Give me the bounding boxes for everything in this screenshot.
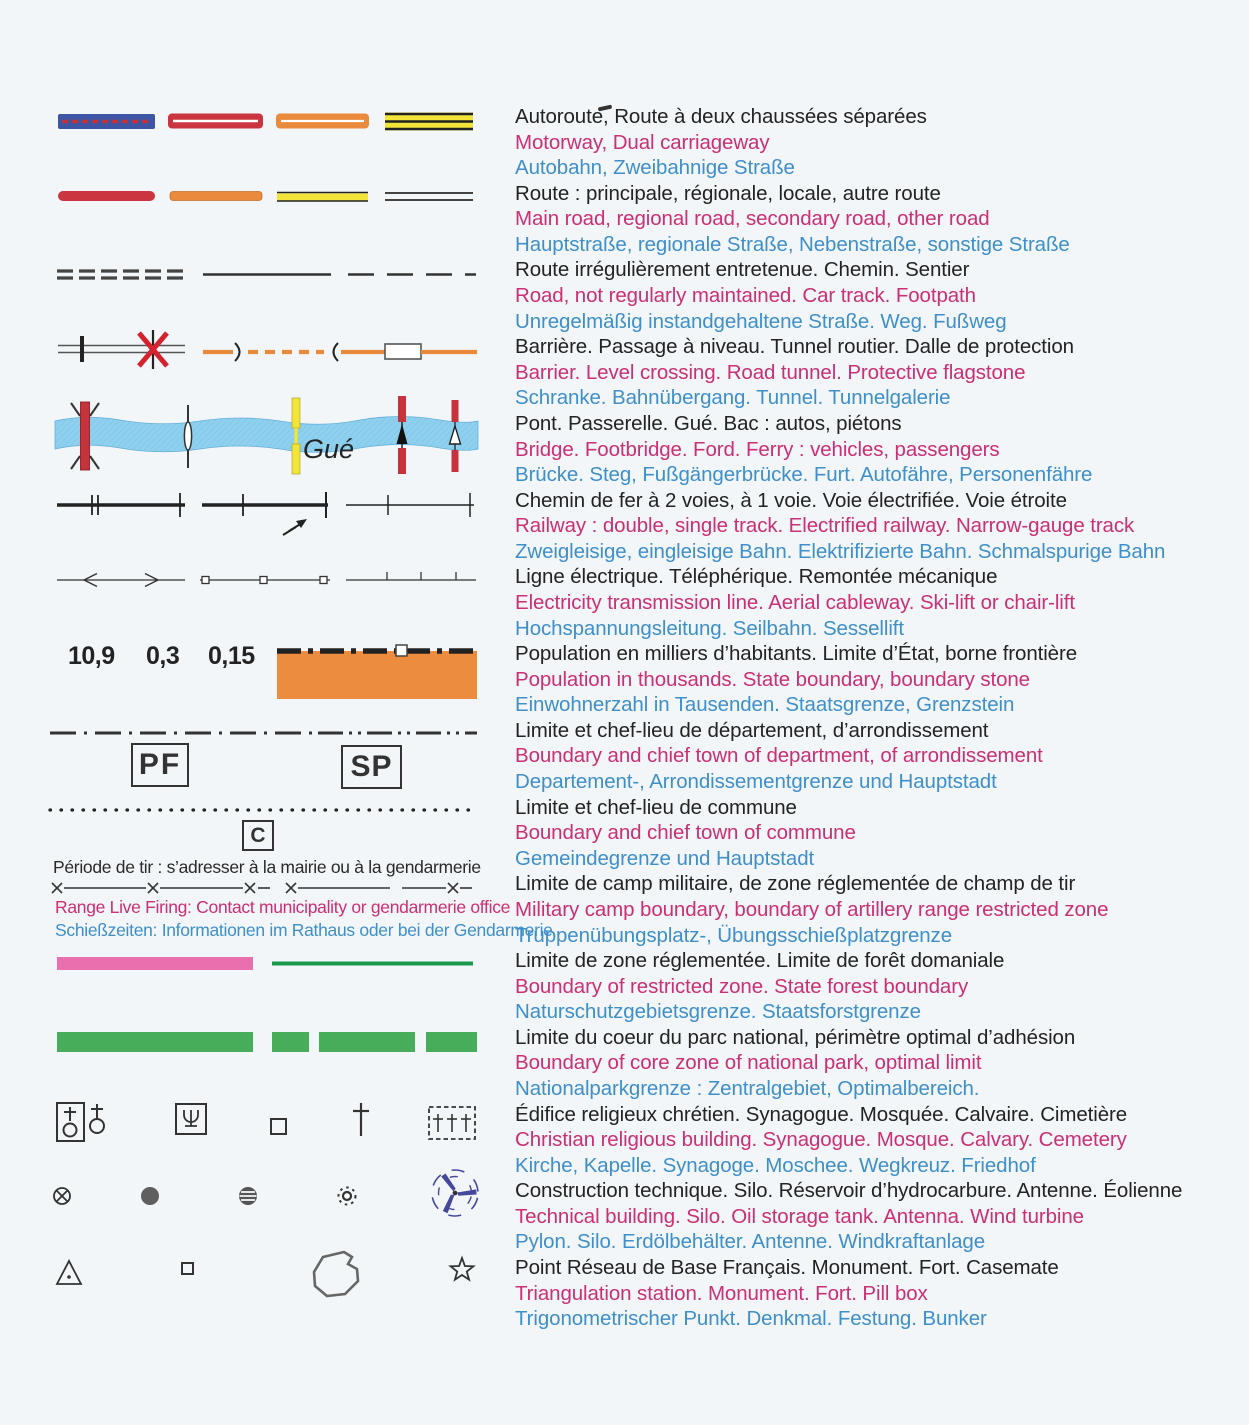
firing-note-fr: Période de tir : s’adresser à la mairie ou à la gendarmerie xyxy=(53,857,481,877)
population-value-small: 0,15 xyxy=(208,642,255,670)
calvary-cross-icon xyxy=(353,1103,369,1136)
legend-line-fr: Édifice religieux chrétien. Synagogue. Mosquée. Calvaire. Cimetière xyxy=(515,1102,1128,1126)
population-value-large: 10,9 xyxy=(68,642,115,670)
legend-line-en: Boundary and chief town of department, of arrondissement xyxy=(515,744,1043,768)
subprefecture-sp-box: SP xyxy=(341,745,402,789)
legend-line-en: Boundary and chief town of commune xyxy=(515,821,856,845)
firing-note-en: Range Live Firing: Contact municipality or gendarmerie office xyxy=(55,897,511,917)
national-park-boundary-icon xyxy=(57,1032,477,1052)
legend-line-de: Nationalparkgrenze : Zentralgebiet, Optimalbereich. xyxy=(515,1076,980,1100)
legend-line-de: Kirche, Kapelle. Synagoge. Moschee. Wegkreuz. Friedhof xyxy=(515,1153,1036,1177)
legend-line-fr: Limite et chef-lieu de commune xyxy=(515,795,797,819)
oil-tank-icon xyxy=(239,1187,257,1205)
legend-line-en: Technical building. Silo. Oil storage tank. Antenna. Wind turbine xyxy=(515,1204,1084,1228)
legend-line-fr: Route irrégulièrement entretenue. Chemin. Sentier xyxy=(515,258,970,282)
powerline-cableway-skilift-icon xyxy=(57,572,476,587)
legend-line-en: Boundary of core zone of national park, optimal limit xyxy=(515,1051,982,1075)
legend-line-en: Population in thousands. State boundary, boundary stone xyxy=(515,667,1030,691)
legend-line-fr: Pont. Passerelle. Gué. Bac : autos, piétons xyxy=(515,411,902,435)
legend-line-en: Christian religious building. Synagogue. Mosque. Calvary. Cemetery xyxy=(515,1128,1127,1152)
legend-line-fr: Population en milliers d’habitants. Limite d’État, borne frontière xyxy=(515,642,1078,666)
prefecture-pf-box: PF xyxy=(131,743,189,787)
legend-line-en: Road, not regularly maintained. Car track. Footpath xyxy=(515,284,976,308)
legend-line-de: Schranke. Bahnübergang. Tunnel. Tunnelgalerie xyxy=(515,386,951,410)
legend-line-de: Departement-, Arrondissementgrenze und Hauptstadt xyxy=(515,770,997,794)
church-icon xyxy=(57,1103,84,1141)
legend-line-fr: Limite de zone réglementée. Limite de forêt domaniale xyxy=(515,949,1005,973)
legend-line-fr: Autoroute, Route à deux chaussées séparées xyxy=(515,105,927,128)
chapel-icon xyxy=(90,1104,104,1133)
legend-line-de: Einwohnerzahl in Tausenden. Staatsgrenze, Grenzstein xyxy=(515,693,1015,717)
tracks-symbol-icon xyxy=(57,271,476,278)
legend-line-fr: Point Réseau de Base Français. Monument. Fort. Casemate xyxy=(515,1256,1059,1280)
river-crossings-icon xyxy=(55,396,478,474)
mosque-icon xyxy=(271,1109,288,1134)
restricted-zone-forest-icon xyxy=(57,957,473,970)
legend-line-fr: Limite du coeur du parc national, périmètre optimal d’adhésion xyxy=(515,1025,1076,1049)
legend-line-fr: Chemin de fer à 2 voies, à 1 voie. Voie électrifiée. Voie étroite xyxy=(515,488,1067,512)
legend-line-fr: Route : principale, régionale, locale, autre route xyxy=(515,181,941,205)
firing-note-de: Schießzeiten: Informationen im Rathaus oder bei der Gendarmerie xyxy=(55,920,553,940)
legend-line-fr: Barrière. Passage à niveau. Tunnel routier. Dalle de protection xyxy=(515,335,1074,359)
legend-line-en: Motorway, Dual carriageway xyxy=(515,130,770,154)
legend-line-en: Military camp boundary, boundary of artillery range restricted zone xyxy=(515,897,1109,921)
legend-line-en: Railway : double, single track. Electrified railway. Narrow-gauge track xyxy=(515,514,1135,538)
motorway-symbol-icon xyxy=(58,113,473,131)
silo-icon xyxy=(141,1187,159,1205)
military-boundary-icon xyxy=(52,883,472,893)
ford-gue-label: Gué xyxy=(303,434,355,464)
legend-line-de: Zweigleisige, eingleisige Bahn. Elektrifizierte Bahn. Schmalspurige Bahn xyxy=(515,539,1166,563)
legend-line-fr: Limite de camp militaire, de zone réglementée de champ de tir xyxy=(515,872,1076,896)
commune-c-box: C xyxy=(242,820,274,851)
legend-line-de: Pylon. Silo. Erdölbehälter. Antenne. Windkraftanlage xyxy=(515,1230,986,1254)
legend-line-en: Main road, regional road, secondary road, other road xyxy=(515,207,990,231)
population-value-medium: 0,3 xyxy=(146,642,180,670)
legend-line-en: Boundary of restricted zone. State forest boundary xyxy=(515,974,969,998)
legend-line-en: Barrier. Level crossing. Road tunnel. Protective flagstone xyxy=(515,360,1026,384)
wind-turbine-icon xyxy=(428,1166,483,1221)
legend-line-en: Bridge. Footbridge. Ford. Ferry : vehicles, passengers xyxy=(515,437,1000,461)
cemetery-icon xyxy=(429,1107,475,1139)
legend-line-en: Electricity transmission line. Aerial cableway. Ski-lift or chair-lift xyxy=(515,590,1075,614)
triangulation-station-icon xyxy=(57,1261,81,1284)
legend-line-de: Truppenübungsplatz-, Übungsschießplatzgrenze xyxy=(515,923,952,947)
legend-line-de: Hauptstraße, regionale Straße, Nebenstraße, sonstige Straße xyxy=(515,232,1070,256)
legend-line-fr: Construction technique. Silo. Réservoir d’hydrocarbure. Antenne. Éolienne xyxy=(515,1179,1183,1203)
antenna-icon xyxy=(339,1188,356,1205)
legend-line-fr: Limite et chef-lieu de département, d’arrondissement xyxy=(515,718,989,742)
legend-text-column xyxy=(515,104,1245,1332)
pill-box-star-icon xyxy=(451,1258,474,1280)
legend-line-fr: Ligne électrique. Téléphérique. Remontée mécanique xyxy=(515,565,998,589)
legend-line-de: Trigonometrischer Punkt. Denkmal. Festung. Bunker xyxy=(515,1307,987,1331)
state-boundary-icon xyxy=(277,645,477,699)
fort-icon xyxy=(314,1252,358,1296)
roads-symbol-icon xyxy=(58,191,473,201)
legend-line-de: Autobahn, Zweibahnige Straße xyxy=(515,156,795,180)
railway-symbol-icon xyxy=(57,492,474,535)
legend-line-en: Triangulation station. Monument. Fort. Pill box xyxy=(515,1281,928,1305)
technical-building-icon xyxy=(54,1188,70,1204)
legend-line-de: Hochspannungsleitung. Seilbahn. Sessellift xyxy=(515,616,904,640)
barrier-crossing-tunnel-icon xyxy=(58,330,477,369)
legend-line-de: Naturschutzgebietsgrenze. Staatsforstgrenze xyxy=(515,1000,921,1024)
legend-line-de: Unregelmäßig instandgehaltene Straße. Weg. Fußweg xyxy=(515,309,1007,333)
synagogue-icon xyxy=(176,1104,206,1134)
legend-line-de: Gemeindegrenze und Hauptstadt xyxy=(515,846,815,870)
legend-line-de: Brücke. Steg, Fußgängerbrücke. Furt. Autofähre, Personenfähre xyxy=(515,463,1093,487)
monument-icon xyxy=(182,1263,193,1274)
